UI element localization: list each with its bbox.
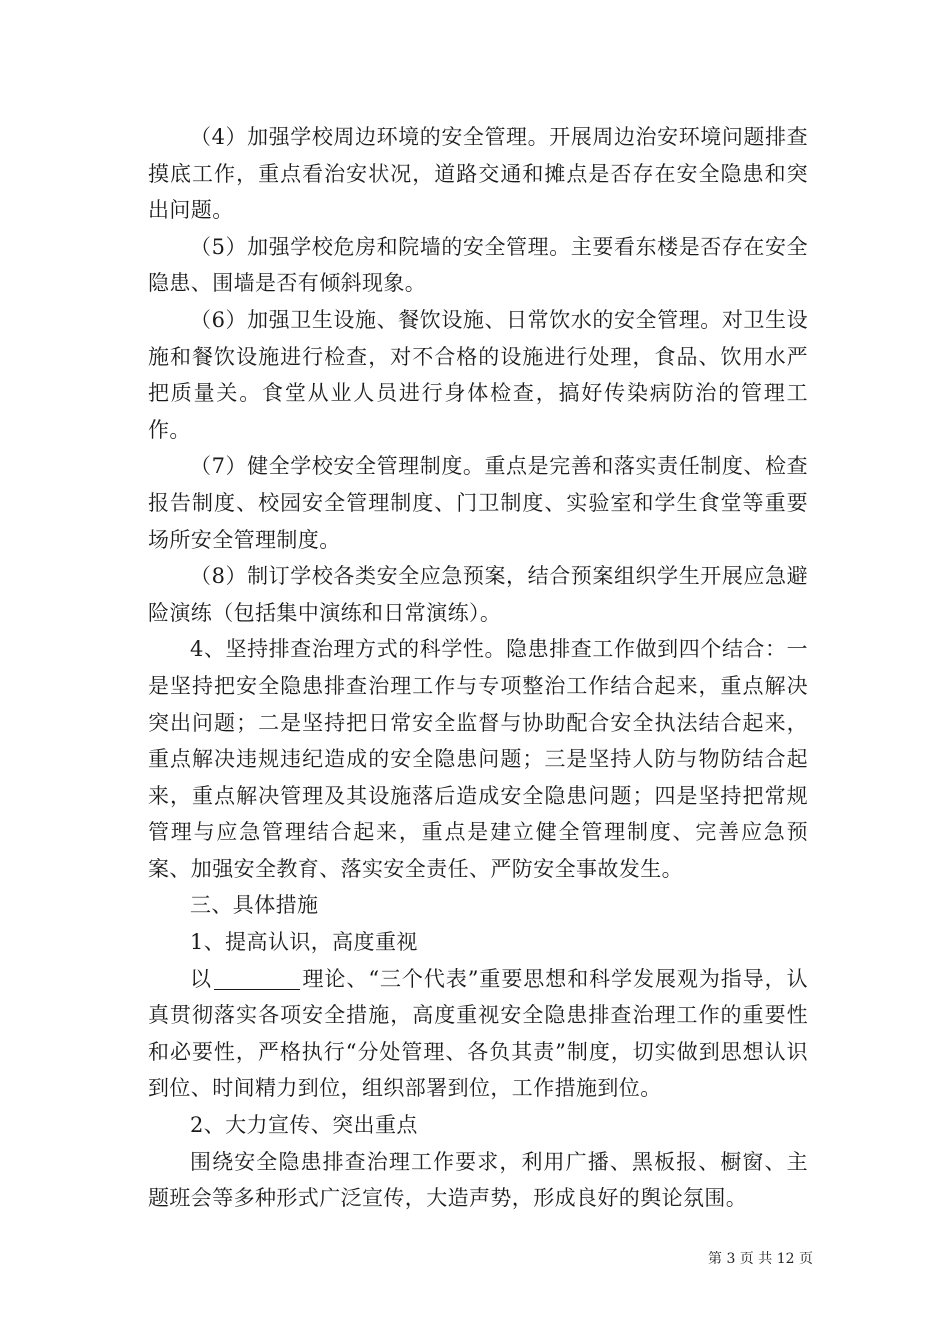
paragraph-item-7: （7）健全学校安全管理制度。重点是完善和落实责任制度、检查报告制度、校园安全管理制度、门卫制度、实验室和学生食堂等重要场所安全管理制度。: [148, 454, 808, 552]
paragraph-item-5: （5）加强学校危房和院墙的安全管理。主要看东楼是否存在安全隐患、围墙是否有倾斜现象。: [148, 234, 808, 296]
subsection-body-1-prefix: 以: [190, 966, 212, 991]
subsection-body-2: 围绕安全隐患排查治理工作要求，利用广播、黑板报、橱窗、主题班会等多种形式广泛宣传，大造声势，形成良好的舆论氛围。: [148, 1149, 808, 1211]
subsection-heading-1: 1、提高认识，高度重视: [190, 930, 418, 955]
paragraph-point-4: 4、坚持排查治理方式的科学性。隐患排查工作做到四个结合：一是坚持把安全隐患排查治理工作与专项整治工作结合起来，重点解决突出问题；二是坚持把日常安全监督与协助配合安全执法结合起来，重点解决违规违纪造成的安全隐患问题；三是坚持人防与物防结合起来，重点解决管理及其设施落后造成安全隐患问题；四是坚持把常规管理与应急管理结合起来，重点是建立健全管理制度、完善应急预案、加强安全教育、落实安全责任、严防安全事故发生。: [148, 637, 808, 881]
subsection-body-1-text: 理论、“三个代表”重要思想和科学发展观为指导，认真贯彻落实各项安全措施，高度重视安全隐患排查治理工作的重要性和必要性，严格执行“分处管理、各负其责”制度，切实做到思想认识到位、时间精力到位，组织部署到位，工作措施到位。: [148, 966, 808, 1101]
document-body: [148, 119, 808, 1217]
subsection-body-1: [148, 961, 808, 1107]
fill-in-blank: [214, 969, 300, 990]
page-number-footer: 第 3 页 共 12 页: [708, 1251, 813, 1267]
paragraph-item-6: （6）加强卫生设施、餐饮设施、日常饮水的安全管理。对卫生设施和餐饮设施进行检查，对不合格的设施进行处理，食品、饮用水严把质量关。食堂从业人员进行身体检查，搞好传染病防治的管理工作。: [148, 307, 808, 442]
subsection-heading-2: 2、大力宣传、突出重点: [190, 1113, 418, 1138]
paragraph-item-4: （4）加强学校周边环境的安全管理。开展周边治安环境问题排查摸底工作，重点看治安状况，道路交通和摊点是否存在安全隐患和突出问题。: [148, 125, 808, 223]
paragraph-item-8: （8）制订学校各类安全应急预案，结合预案组织学生开展应急避险演练（包括集中演练和日常演练）。: [148, 564, 808, 625]
section-heading: 三、具体措施: [190, 893, 319, 918]
